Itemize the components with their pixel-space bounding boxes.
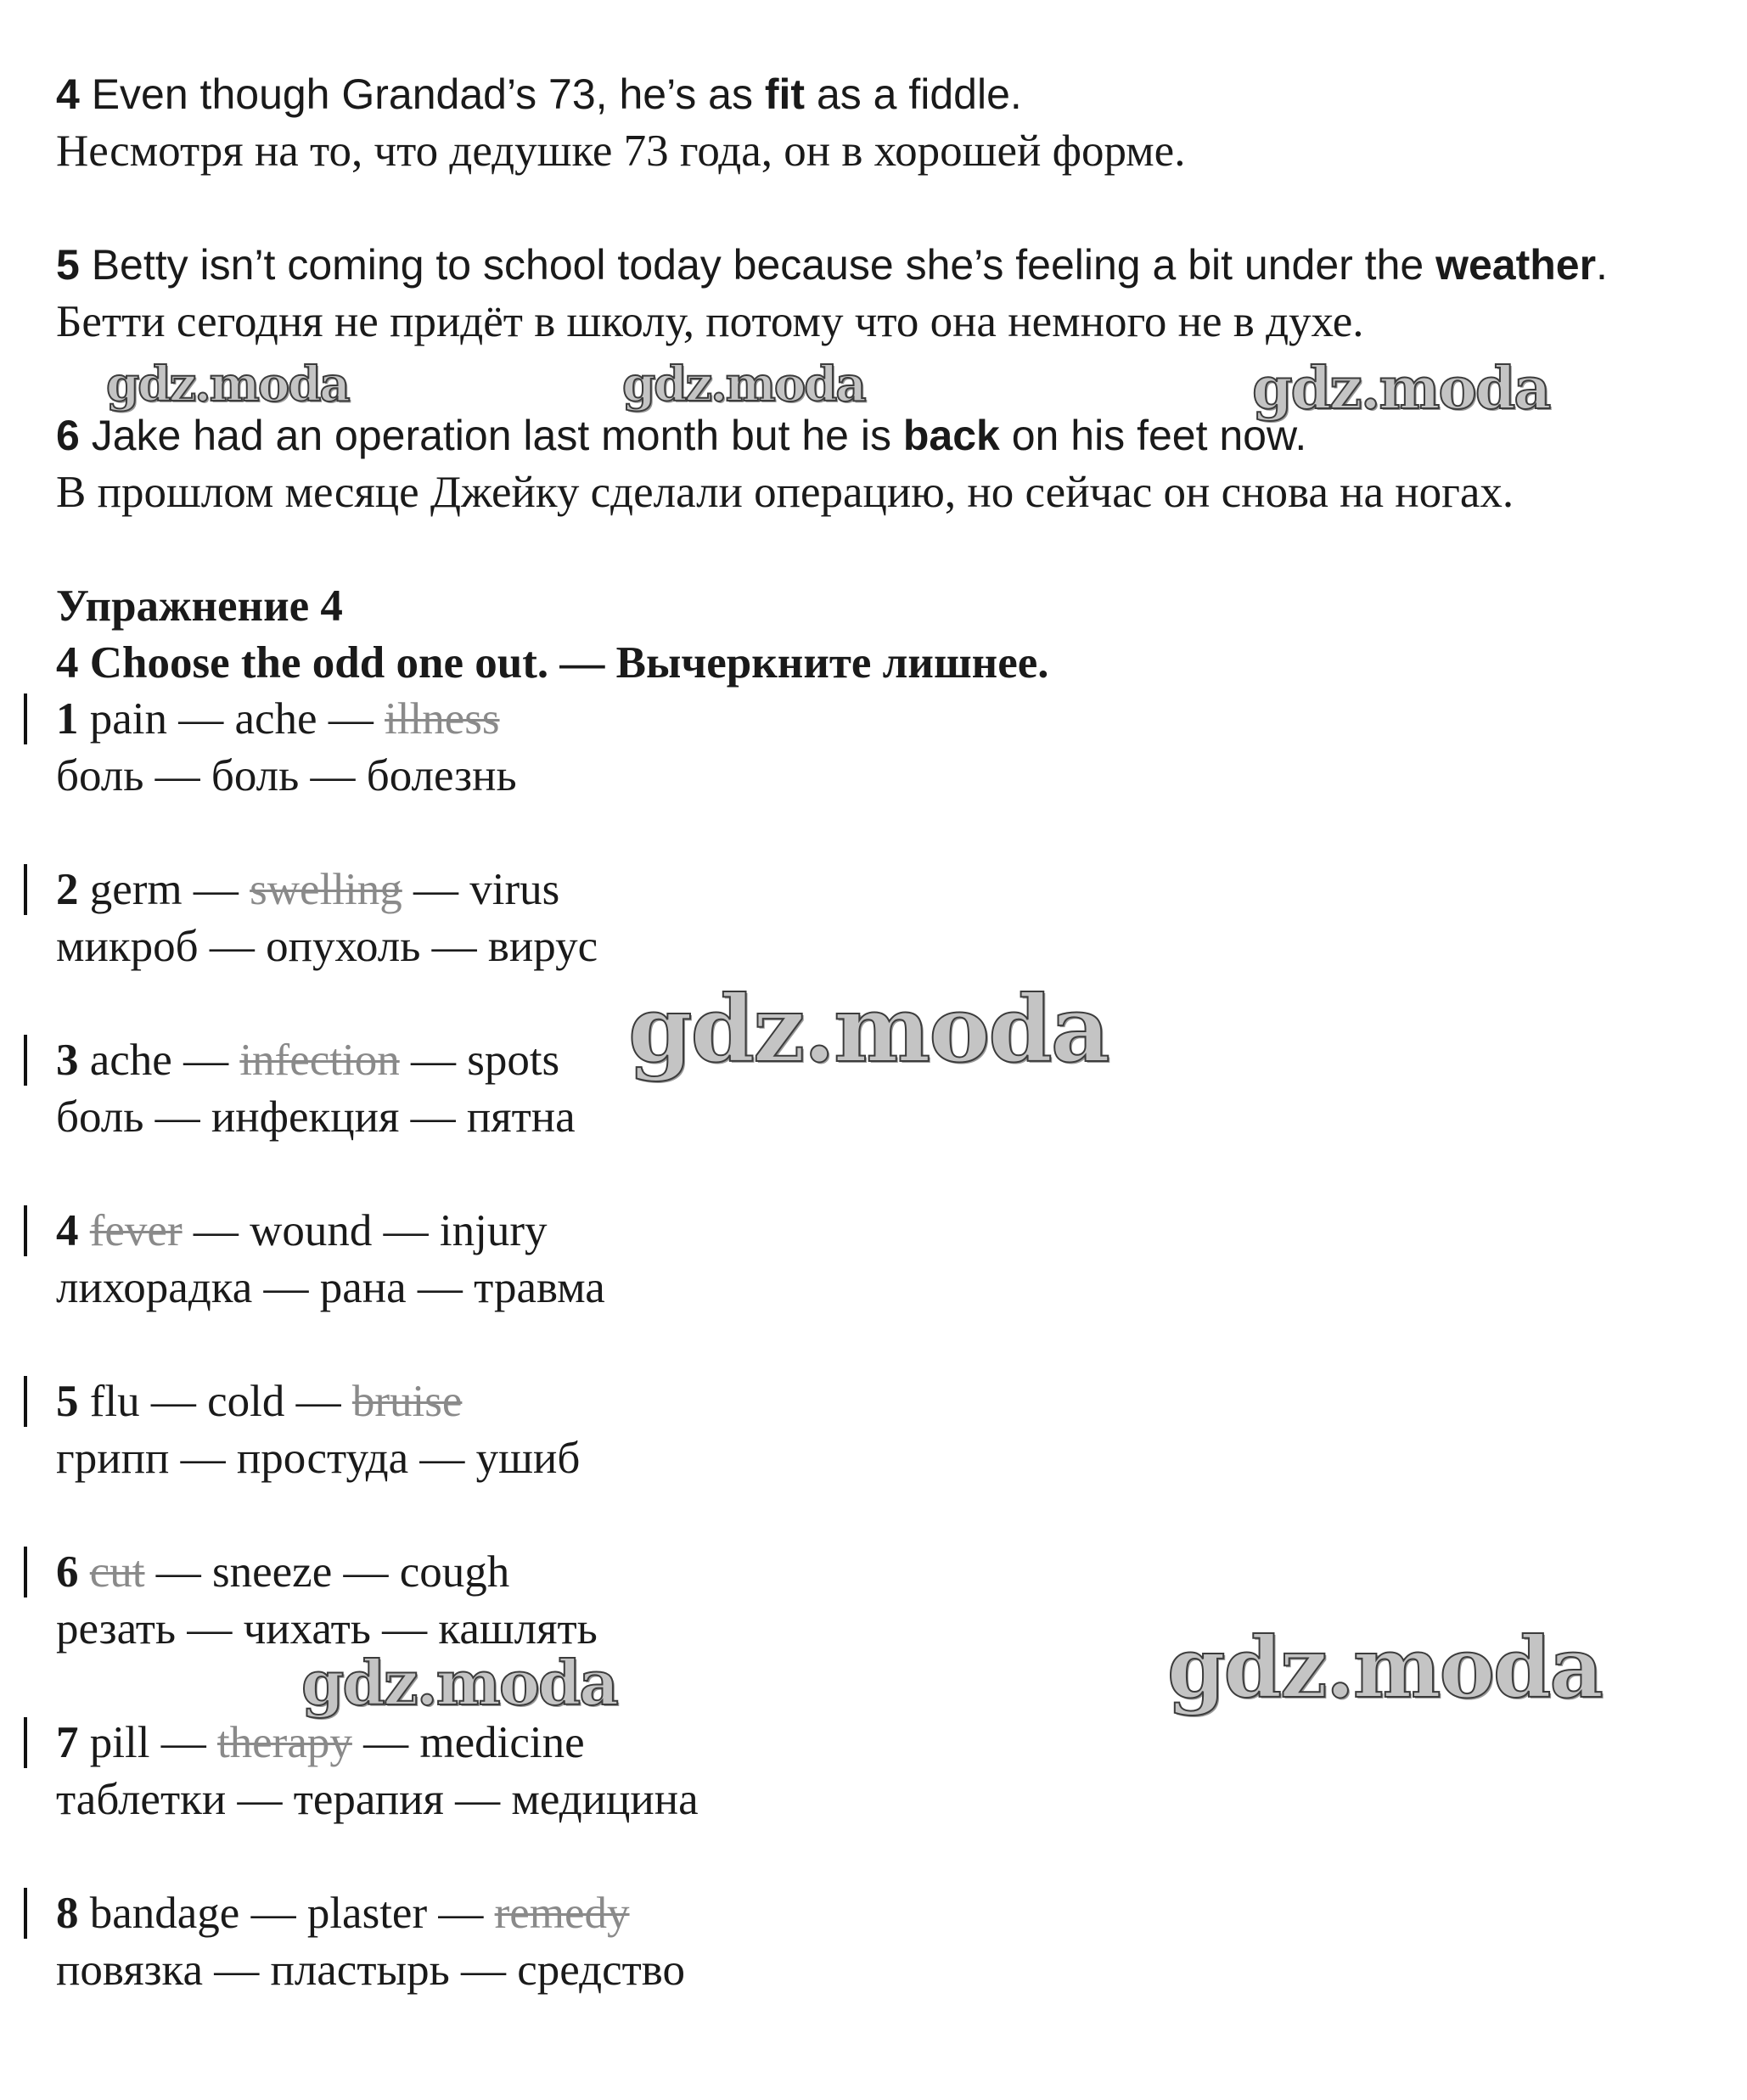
intro-6-ru: В прошлом месяце Джейку сделали операцию, но сейчас он снова на ногах. [56,468,1514,517]
item-7-words [56,1715,585,1771]
item-5-translation: грипп — простуда — ушиб [56,1434,581,1483]
item-number: 2 [56,865,79,914]
dash-separator: — [144,1547,212,1597]
dash-separator: — [399,1036,468,1085]
item-2-translation: микроб — опухоль — вирус [56,922,598,971]
word: wound [250,1206,373,1255]
dash-separator: — [351,1718,420,1767]
item-5-words [56,1373,462,1429]
word: pain [89,694,167,744]
intro-5-en: 5 Betty isn’t coming to school today because she’s feeling a bit under the weather. [56,241,1608,289]
dash-separator: — [182,1206,250,1255]
intro-5-ru: Бетти сегодня не придёт в школу, потому что она немного не в духе. [56,297,1364,346]
item-2-words [56,862,559,918]
item-number: 1 [56,694,79,744]
dash-separator: — [149,1718,217,1767]
intro-6-en: 6 Jake had an operation last month but he is back on his feet now. [56,412,1307,459]
word: germ [89,865,183,914]
margin-marker [24,1376,27,1427]
watermark: gdz.moda [301,1647,617,1719]
dash-separator: — [239,1889,307,1938]
margin-marker [24,864,27,915]
word: pill [89,1718,150,1767]
dash-separator: — [167,694,235,744]
word: injury [439,1206,548,1255]
item-number: 4 [56,1206,79,1255]
exercise-title: Упражнение 4 [56,581,343,631]
dash-separator: — [332,1547,400,1597]
word: cold [207,1377,285,1426]
crossed-out-word: remedy [494,1889,630,1938]
item-number: 6 [56,1547,79,1597]
intro-4-ru: Несмотря на то, что дедушке 73 года, он в хорошей форме. [56,126,1186,176]
item-number: 8 [56,1889,79,1938]
crossed-out-word: therapy [216,1718,352,1767]
item-number: 7 [56,1718,79,1767]
dash-separator: — [317,694,385,744]
margin-marker [24,1717,27,1768]
item-number: 3 [56,1036,79,1085]
word: spots [467,1036,560,1085]
word: ache [89,1036,172,1085]
word: bandage [89,1889,240,1938]
item-8-words [56,1885,630,1941]
crossed-out-word: bruise [351,1377,463,1426]
margin-marker [24,1035,27,1086]
item-4-words [56,1203,548,1259]
crossed-out-word: infection [239,1036,400,1085]
crossed-out-word: illness [385,694,500,744]
item-3-words [56,1032,559,1088]
exercise-instruction: 4 Choose the odd one out. — Вычеркните лишнее. [56,638,1049,688]
item-3-translation: боль — инфекция — пятна [56,1092,576,1142]
watermark: gdz.moda [628,976,1109,1083]
watermark: gdz.moda [1252,355,1550,423]
word: plaster [306,1889,428,1938]
item-number: 5 [56,1377,79,1426]
margin-marker [24,1547,27,1597]
word: virus [469,865,560,914]
watermark: gdz.moda [1167,1620,1602,1717]
word: sneeze [212,1547,333,1597]
dash-separator: — [182,865,250,914]
dash-separator: — [402,865,470,914]
item-1-translation: боль — боль — болезнь [56,751,517,800]
item-4-translation: лихорадка — рана — травма [56,1263,605,1312]
dash-separator: — [372,1206,440,1255]
margin-marker [24,1205,27,1256]
margin-marker [24,693,27,744]
dash-separator: — [139,1377,208,1426]
crossed-out-word: swelling [250,865,402,914]
word: cough [399,1547,510,1597]
crossed-out-word: fever [89,1206,183,1255]
dash-separator: — [284,1377,352,1426]
watermark: gdz.moda [622,357,865,413]
item-1-words [56,691,500,747]
word: ache [234,694,317,744]
dash-separator: — [171,1036,240,1085]
item-7-translation: таблетки — терапия — медицина [56,1775,699,1824]
dash-separator: — [427,1889,495,1938]
intro-4-en: 4 Even though Grandad’s 73, he’s as fit as a fiddle. [56,70,1022,118]
watermark: gdz.moda [106,357,349,413]
item-6-words [56,1544,509,1600]
word: flu [89,1377,140,1426]
item-8-translation: повязка — пластырь — средство [56,1946,685,1995]
margin-marker [24,1888,27,1939]
word: medicine [419,1718,585,1767]
item-6-translation: резать — чихать — кашлять [56,1604,598,1654]
crossed-out-word: cut [89,1547,145,1597]
